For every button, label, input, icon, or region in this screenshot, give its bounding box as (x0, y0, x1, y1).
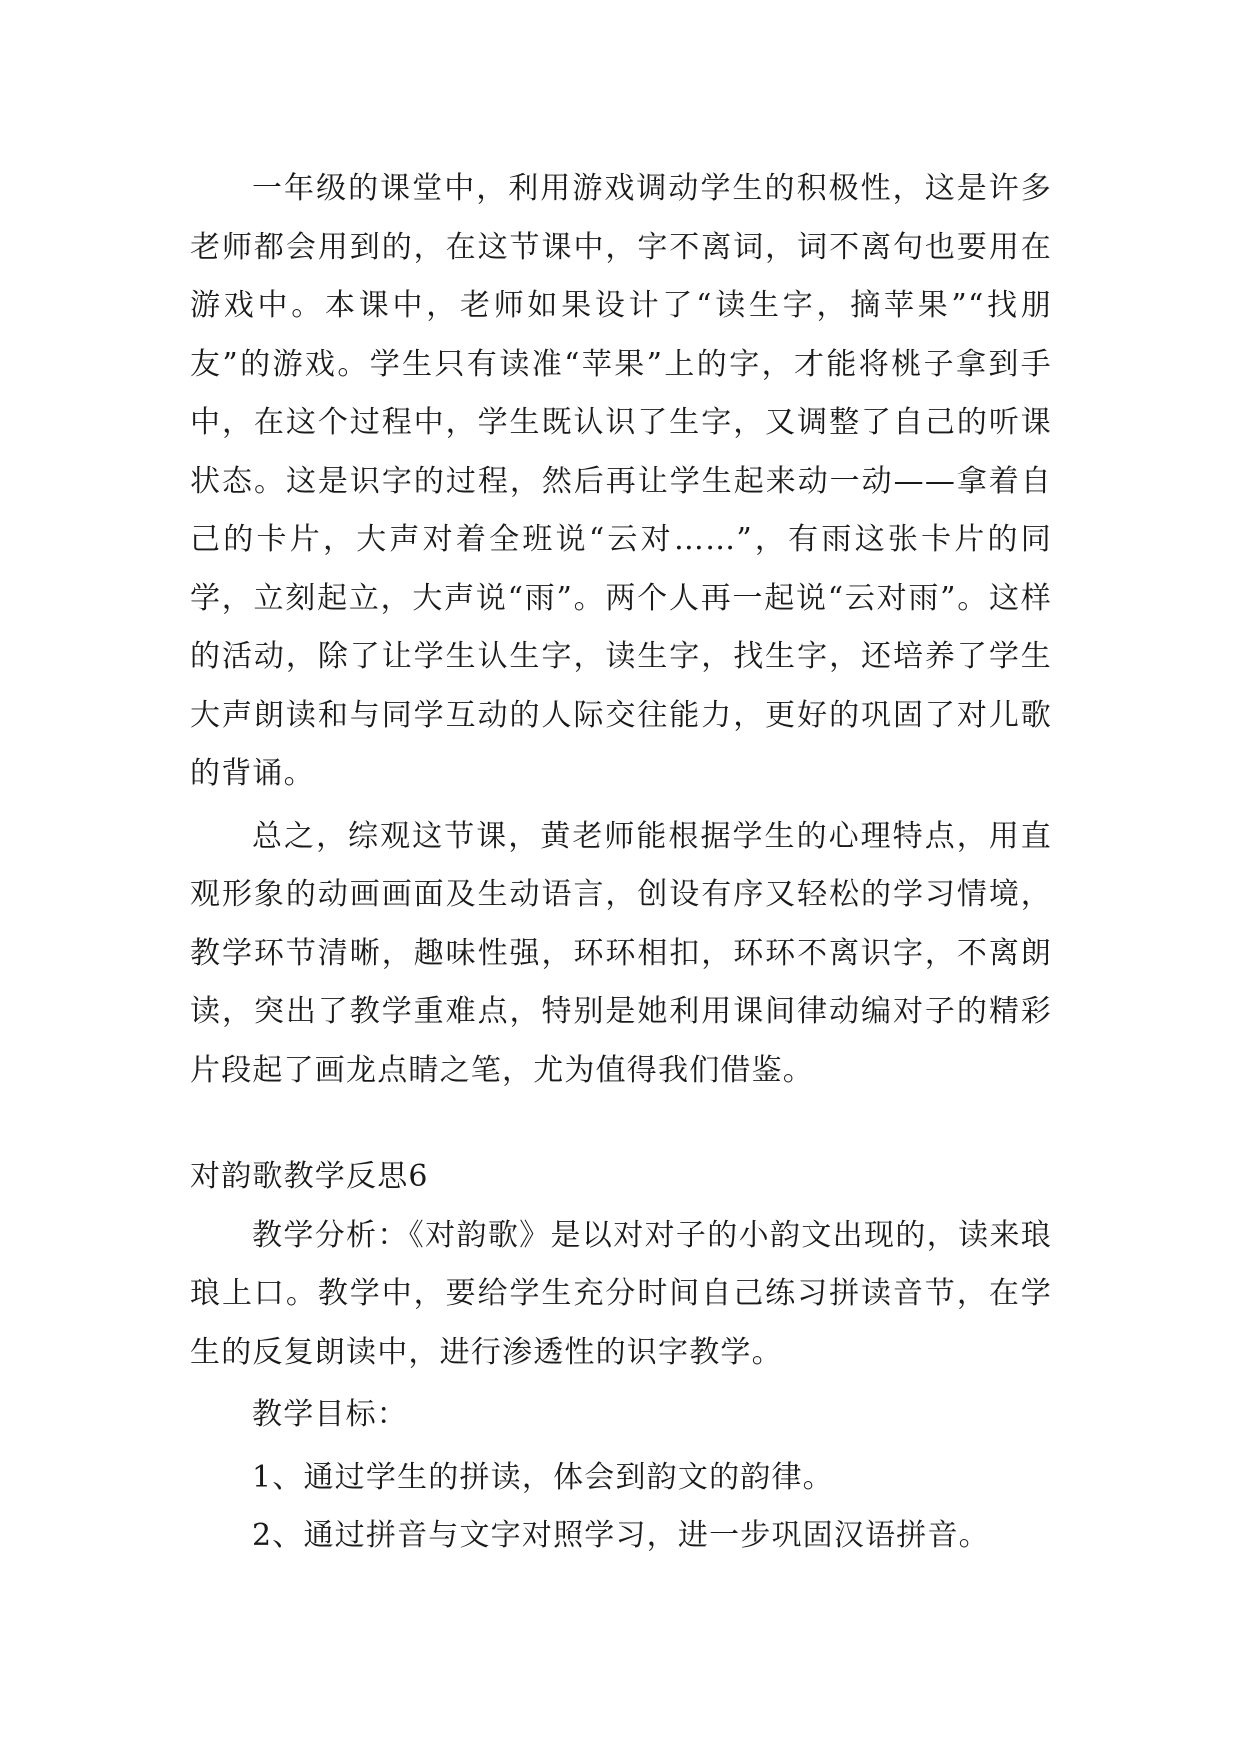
paragraph-game-activity: 一年级的课堂中，利用游戏调动学生的积极性，这是许多老师都会用到的，在这节课中，字不离词，词不离句也要用在游戏中。本课中，老师如果设计了“读生字，摘苹果”“找朋友”的游戏。学生只有读准“苹果”上的字，才能将桃子拿到手中，在这个过程中，学生既认识了生字，又调整了自己的听课状态。这是识字的过程，然后再让学生起来动一动——拿着自己的卡片，大声对着全班说“云对……”，有雨这张卡片的同学，立刻起立，大声说“雨”。两个人再一起说“云对雨”。这样的活动，除了让学生认生字，读生字，找生字，还培养了学生大声朗读和与同学互动的人际交往能力，更好的巩固了对儿歌的背诵。 (190, 171, 1052, 791)
teaching-goal-item: 2、通过拼音与文字对照学习，进一步巩固汉语拼音。 (252, 1518, 990, 1553)
section-heading: 对韵歌教学反思6 (190, 1159, 429, 1194)
paragraph-summary: 总之，综观这节课，黄老师能根据学生的心理特点，用直观形象的动画画面及生动语言，创设有序又轻松的学习情境，教学环节清晰，趣味性强，环环相扣，环环不离识字，不离朗读，突出了教学重难点，特别是她利用课间律动编对子的精彩片段起了画龙点睛之笔，尤为值得我们借鉴。 (190, 818, 1052, 1088)
teaching-goal-item: 1、通过学生的拼读，体会到韵文的韵律。 (252, 1459, 834, 1495)
paragraph-teaching-analysis: 教学分析：《对韵歌》是以对对子的小韵文出现的，读来琅琅上口。教学中，要给学生充分时间自己练习拼读音节，在学生的反复朗读中，进行渗透性的识字教学。 (190, 1217, 1052, 1370)
document-page (190, 160, 1052, 1566)
teaching-goals-label: 教学目标： (252, 1397, 408, 1432)
